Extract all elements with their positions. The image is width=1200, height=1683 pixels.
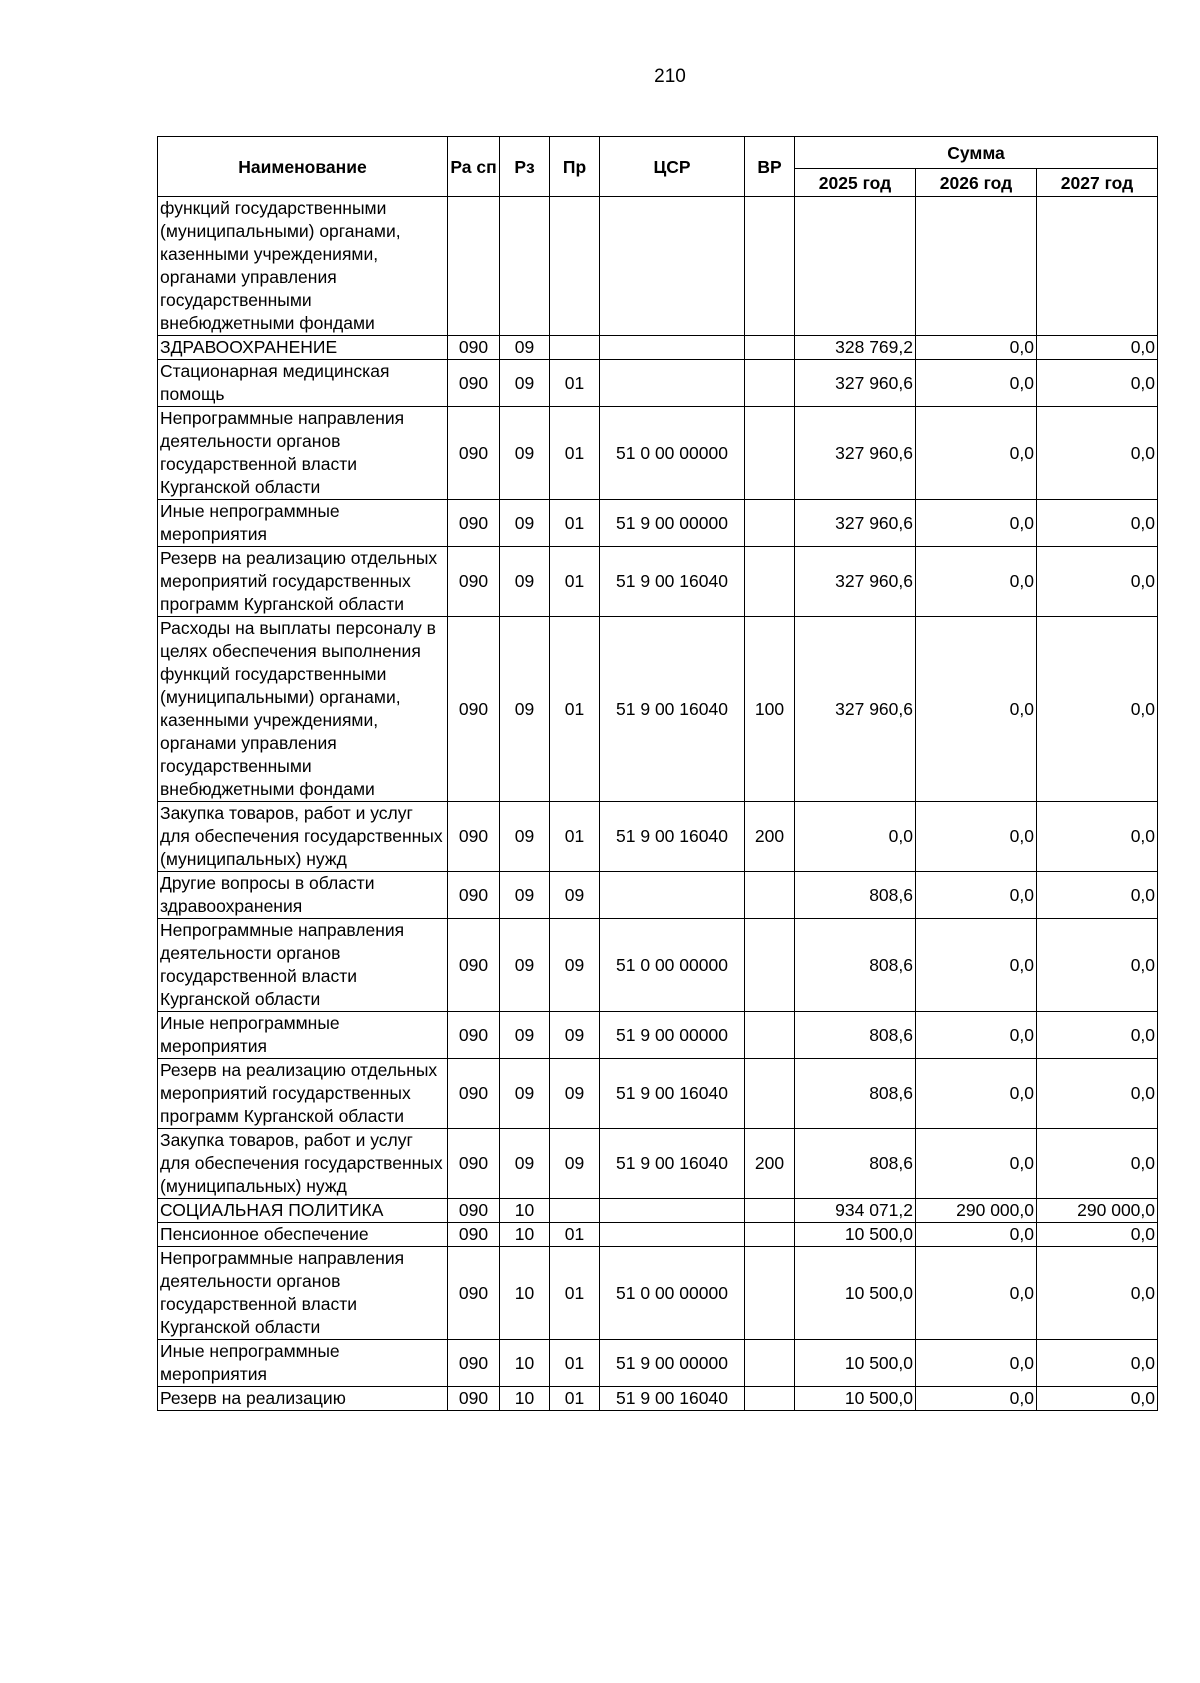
row-pr: [550, 336, 600, 360]
row-2025: 327 960,6: [795, 617, 916, 802]
row-rz: 10: [500, 1223, 550, 1247]
row-name: Непрограммные направления деятельности органов государственной власти Курганской области: [158, 1247, 448, 1340]
row-2025: 328 769,2: [795, 336, 916, 360]
row-name: Иные непрограммные мероприятия: [158, 1012, 448, 1059]
row-pr: [550, 1199, 600, 1223]
row-vr: [745, 547, 795, 617]
row-rz: 09: [500, 872, 550, 919]
row-vr: [745, 872, 795, 919]
row-2027: 0,0: [1037, 336, 1158, 360]
row-name: Резерв на реализацию отдельных мероприятий государственных программ Курганской области: [158, 1059, 448, 1129]
row-rz: 09: [500, 919, 550, 1012]
row-2027: 0,0: [1037, 1340, 1158, 1387]
header-pr: Пр: [550, 137, 600, 197]
row-2025: 327 960,6: [795, 407, 916, 500]
row-2026: 290 000,0: [916, 1199, 1037, 1223]
row-csr: 51 0 00 00000: [600, 919, 745, 1012]
row-csr: [600, 872, 745, 919]
table-header: [158, 137, 1158, 197]
row-name: Другие вопросы в области здравоохранения: [158, 872, 448, 919]
row-pr: 01: [550, 802, 600, 872]
table-row: [158, 1012, 1158, 1059]
row-2026: 0,0: [916, 617, 1037, 802]
row-csr: 51 9 00 16040: [600, 1387, 745, 1411]
row-2026: 0,0: [916, 919, 1037, 1012]
row-vr: [745, 1340, 795, 1387]
row-2027: 0,0: [1037, 802, 1158, 872]
row-vr: [745, 1059, 795, 1129]
row-rz: 09: [500, 1129, 550, 1199]
budget-table: [157, 136, 1158, 1411]
row-2027: 0,0: [1037, 547, 1158, 617]
header-name: Наименование: [158, 137, 448, 197]
row-rz: 10: [500, 1247, 550, 1340]
row-rz: 10: [500, 1340, 550, 1387]
header-2026: 2026 год: [916, 169, 1037, 197]
header-summa: Сумма: [795, 137, 1158, 169]
header-rasp: Ра сп: [448, 137, 500, 197]
row-2027: 0,0: [1037, 1387, 1158, 1411]
row-2027: 0,0: [1037, 919, 1158, 1012]
row-2025: 327 960,6: [795, 360, 916, 407]
row-rz: [500, 197, 550, 336]
table-row: [158, 1340, 1158, 1387]
row-rasp: 090: [448, 802, 500, 872]
row-name: Резерв на реализацию отдельных мероприятий государственных программ Курганской области: [158, 547, 448, 617]
row-name: Закупка товаров, работ и услуг для обеспечения государственных (муниципальных) нужд: [158, 1129, 448, 1199]
row-vr: [745, 197, 795, 336]
header-rz: Рз: [500, 137, 550, 197]
table-row: [158, 336, 1158, 360]
row-csr: 51 0 00 00000: [600, 407, 745, 500]
header-csr: ЦСР: [600, 137, 745, 197]
row-name: Стационарная медицинская помощь: [158, 360, 448, 407]
header-vr: ВР: [745, 137, 795, 197]
row-2025: 327 960,6: [795, 500, 916, 547]
table-row: [158, 1247, 1158, 1340]
row-pr: 01: [550, 617, 600, 802]
row-pr: 01: [550, 547, 600, 617]
row-rz: 09: [500, 1012, 550, 1059]
row-csr: 51 0 00 00000: [600, 1247, 745, 1340]
row-rz: 09: [500, 547, 550, 617]
row-csr: [600, 1223, 745, 1247]
row-2026: 0,0: [916, 547, 1037, 617]
row-pr: 01: [550, 360, 600, 407]
row-2026: 0,0: [916, 1387, 1037, 1411]
row-rasp: 090: [448, 500, 500, 547]
row-name: СОЦИАЛЬНАЯ ПОЛИТИКА: [158, 1199, 448, 1223]
row-2026: [916, 197, 1037, 336]
row-2025: 10 500,0: [795, 1387, 916, 1411]
row-rasp: 090: [448, 1129, 500, 1199]
row-name: Резерв на реализацию: [158, 1387, 448, 1411]
row-csr: 51 9 00 16040: [600, 802, 745, 872]
row-rasp: 090: [448, 1199, 500, 1223]
row-rasp: 090: [448, 360, 500, 407]
row-csr: 51 9 00 00000: [600, 500, 745, 547]
row-rasp: [448, 197, 500, 336]
row-rasp: 090: [448, 407, 500, 500]
row-2026: 0,0: [916, 500, 1037, 547]
row-vr: [745, 1223, 795, 1247]
row-vr: [745, 500, 795, 547]
row-name: Иные непрограммные мероприятия: [158, 1340, 448, 1387]
table-row: [158, 1223, 1158, 1247]
row-rasp: 090: [448, 1387, 500, 1411]
row-2026: 0,0: [916, 360, 1037, 407]
row-2026: 0,0: [916, 1059, 1037, 1129]
row-csr: 51 9 00 16040: [600, 617, 745, 802]
table-row: [158, 500, 1158, 547]
row-csr: [600, 197, 745, 336]
row-2027: 0,0: [1037, 1223, 1158, 1247]
row-rz: 09: [500, 360, 550, 407]
row-rz: 09: [500, 617, 550, 802]
row-vr: [745, 1199, 795, 1223]
table-body: [158, 197, 1158, 1411]
row-rasp: 090: [448, 919, 500, 1012]
row-pr: 09: [550, 872, 600, 919]
row-2025: 808,6: [795, 1059, 916, 1129]
row-2026: 0,0: [916, 802, 1037, 872]
header-2027: 2027 год: [1037, 169, 1158, 197]
table-row: [158, 872, 1158, 919]
row-2026: 0,0: [916, 1012, 1037, 1059]
row-pr: 09: [550, 1129, 600, 1199]
row-rz: 09: [500, 407, 550, 500]
row-vr: [745, 336, 795, 360]
row-name: Иные непрограммные мероприятия: [158, 500, 448, 547]
row-csr: 51 9 00 00000: [600, 1340, 745, 1387]
header-2025: 2025 год: [795, 169, 916, 197]
table-row: [158, 1387, 1158, 1411]
row-vr: 200: [745, 802, 795, 872]
row-name: Закупка товаров, работ и услуг для обеспечения государственных (муниципальных) нужд: [158, 802, 448, 872]
row-2027: [1037, 197, 1158, 336]
row-rz: 09: [500, 336, 550, 360]
row-pr: 09: [550, 919, 600, 1012]
table-row: [158, 1059, 1158, 1129]
row-csr: [600, 336, 745, 360]
row-2025: [795, 197, 916, 336]
row-pr: 01: [550, 407, 600, 500]
row-rasp: 090: [448, 547, 500, 617]
row-name: Непрограммные направления деятельности органов государственной власти Курганской области: [158, 407, 448, 500]
row-vr: 200: [745, 1129, 795, 1199]
table-row: [158, 547, 1158, 617]
row-2027: 0,0: [1037, 360, 1158, 407]
row-2026: 0,0: [916, 872, 1037, 919]
row-vr: [745, 407, 795, 500]
row-2027: 0,0: [1037, 1129, 1158, 1199]
row-2025: 10 500,0: [795, 1340, 916, 1387]
row-pr: 01: [550, 1387, 600, 1411]
row-csr: 51 9 00 16040: [600, 1129, 745, 1199]
row-2027: 0,0: [1037, 617, 1158, 802]
row-pr: 09: [550, 1059, 600, 1129]
row-vr: [745, 1247, 795, 1340]
row-name: Пенсионное обеспечение: [158, 1223, 448, 1247]
row-2026: 0,0: [916, 407, 1037, 500]
table-row: [158, 1199, 1158, 1223]
table-row: [158, 1129, 1158, 1199]
table-row: [158, 360, 1158, 407]
table-row: [158, 919, 1158, 1012]
row-rasp: 090: [448, 1059, 500, 1129]
row-vr: [745, 919, 795, 1012]
row-vr: [745, 360, 795, 407]
row-pr: 01: [550, 1247, 600, 1340]
row-2027: 0,0: [1037, 1247, 1158, 1340]
row-name: Расходы на выплаты персоналу в целях обеспечения выполнения функций государственными (муниципальными) органами, казенными учреждениями, органами управления государственными внебюджетными фондами: [158, 617, 448, 802]
row-rasp: 090: [448, 617, 500, 802]
row-rz: 09: [500, 500, 550, 547]
row-2027: 0,0: [1037, 500, 1158, 547]
table-row: [158, 802, 1158, 872]
row-csr: [600, 360, 745, 407]
row-2025: 808,6: [795, 872, 916, 919]
row-2025: 934 071,2: [795, 1199, 916, 1223]
row-2027: 0,0: [1037, 1012, 1158, 1059]
row-rasp: 090: [448, 336, 500, 360]
row-2025: 808,6: [795, 1012, 916, 1059]
row-rasp: 090: [448, 1012, 500, 1059]
row-name: ЗДРАВООХРАНЕНИЕ: [158, 336, 448, 360]
row-2025: 808,6: [795, 1129, 916, 1199]
row-2025: 10 500,0: [795, 1223, 916, 1247]
row-rz: 09: [500, 1059, 550, 1129]
row-pr: 01: [550, 1340, 600, 1387]
row-vr: 100: [745, 617, 795, 802]
row-rz: 10: [500, 1199, 550, 1223]
row-2025: 10 500,0: [795, 1247, 916, 1340]
row-vr: [745, 1387, 795, 1411]
row-csr: 51 9 00 00000: [600, 1012, 745, 1059]
row-2027: 0,0: [1037, 872, 1158, 919]
row-name: функций государственными (муниципальными) органами, казенными учреждениями, органами управления государственными внебюджетными фондами: [158, 197, 448, 336]
row-2025: 808,6: [795, 919, 916, 1012]
row-csr: 51 9 00 16040: [600, 547, 745, 617]
row-csr: 51 9 00 16040: [600, 1059, 745, 1129]
row-2027: 0,0: [1037, 407, 1158, 500]
row-pr: [550, 197, 600, 336]
row-2026: 0,0: [916, 1247, 1037, 1340]
row-rasp: 090: [448, 872, 500, 919]
row-2026: 0,0: [916, 1223, 1037, 1247]
row-pr: 01: [550, 500, 600, 547]
page-number: 210: [654, 66, 686, 87]
row-2026: 0,0: [916, 336, 1037, 360]
row-2026: 0,0: [916, 1340, 1037, 1387]
row-csr: [600, 1199, 745, 1223]
table-row: [158, 617, 1158, 802]
row-rz: 09: [500, 802, 550, 872]
table-row: [158, 407, 1158, 500]
row-2027: 0,0: [1037, 1059, 1158, 1129]
row-rasp: 090: [448, 1247, 500, 1340]
table-row: [158, 197, 1158, 336]
row-name: Непрограммные направления деятельности органов государственной власти Курганской области: [158, 919, 448, 1012]
row-pr: 09: [550, 1012, 600, 1059]
row-rasp: 090: [448, 1223, 500, 1247]
row-2026: 0,0: [916, 1129, 1037, 1199]
row-2025: 327 960,6: [795, 547, 916, 617]
row-rz: 10: [500, 1387, 550, 1411]
row-2027: 290 000,0: [1037, 1199, 1158, 1223]
row-rasp: 090: [448, 1340, 500, 1387]
row-2025: 0,0: [795, 802, 916, 872]
row-pr: 01: [550, 1223, 600, 1247]
row-vr: [745, 1012, 795, 1059]
